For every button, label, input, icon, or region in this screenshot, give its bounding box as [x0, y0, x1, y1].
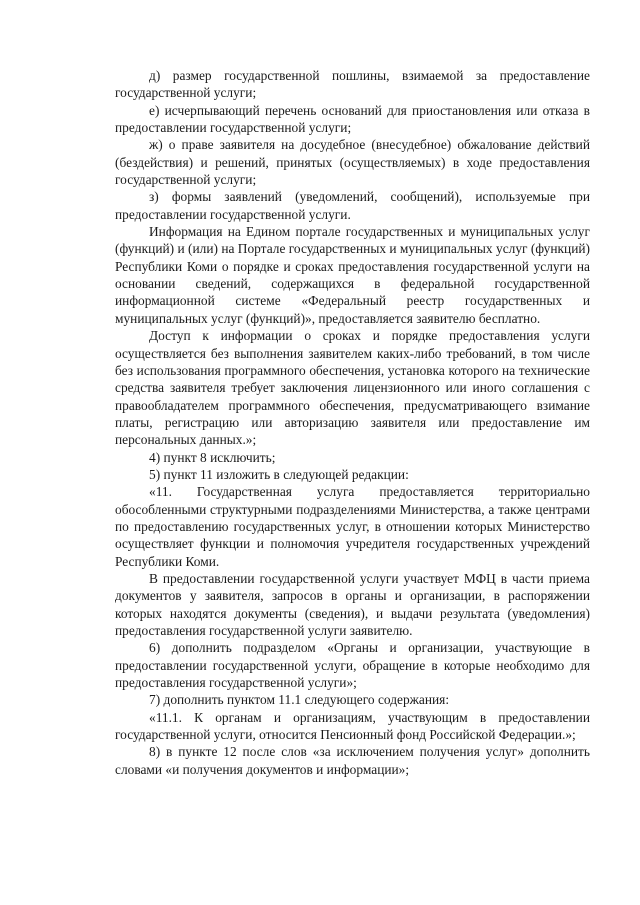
document-body [115, 67, 590, 778]
paragraph-unified-portal-info: Информация на Едином портале государственных и муниципальных услуг (функций) и (или) на Портале государственных и муниципальных услуг (функций) Республики Коми о порядке и сроках предоставления государственной услуги на основании сведений, содержащихся в федеральной государственной информационной системе «Федеральный реестр государственных и муниципальных услуг (функций)», предоставляется заявителю бесплатно. [115, 224, 590, 326]
paragraph-clause-11-1: «11.1. К органам и организациям, участвующим в предоставлении государственной услуги, относится Пенсионный фонд Российской Федерации.»; [115, 709, 590, 743]
paragraph-access-to-info: Доступ к информации о сроках и порядке предоставления услуги осуществляется без выполнения заявителем каких-либо требований, в том числе без использования программного обеспечения, установка которого на технические средства заявителя требует заключения лицензионного или иного соглашения с правообладателем программного обеспечения, предусматривающего взимание платы, регистрацию или авторизацию заявителя или предоставление им персональных данных.»; [115, 328, 590, 448]
paragraph-item-z: з) формы заявлений (уведомлений, сообщений), используемые при предоставлении государственной услуги. [115, 189, 590, 222]
paragraph-amendment-5: 5) пункт 11 изложить в следующей редакции: [149, 466, 409, 482]
paragraph-item-d: д) размер государственной пошлины, взимаемой за предоставление государственной услуги; [115, 68, 590, 101]
paragraph-mfc-participation: В предоставлении государственной услуги участвует МФЦ в части приема документов у заявителя, запросов в органы и организации, в распоряжении которых находятся документы (сведения), и выдачи результата (уведомления) предоставления государственной услуги заявителю. [115, 570, 590, 638]
paragraph-amendment-4: 4) пункт 8 исключить; [149, 449, 276, 465]
paragraph-item-zh: ж) о праве заявителя на досудебное (внесудебное) обжалование действий (бездействия) и решений, принятых (осуществляемых) в ходе предоставления государственной услуги; [115, 137, 590, 188]
paragraph-clause-11: «11. Государственная услуга предоставляется территориально обособленными структурными подразделениями Министерства, а также центрами по предоставлению государственных услуг, в отношении которых Министерство осуществляет функции и полномочия учредителя государственных учреждений Республики Коми. [115, 484, 590, 569]
paragraph-amendment-6: 6) дополнить подразделом «Органы и организации, участвующие в предоставлении государственной услуги, обращение в которые необходимо для предоставления государственной услуги»; [115, 640, 590, 691]
paragraph-amendment-8: 8) в пункте 12 после слов «за исключением получения услуг» дополнить словами «и получения документов и информации»; [115, 744, 590, 777]
paragraph-item-e: е) исчерпывающий перечень оснований для приостановления или отказа в предоставлении государственной услуги; [115, 102, 590, 136]
paragraph-amendment-7: 7) дополнить пунктом 11.1 следующего содержания: [149, 692, 450, 708]
